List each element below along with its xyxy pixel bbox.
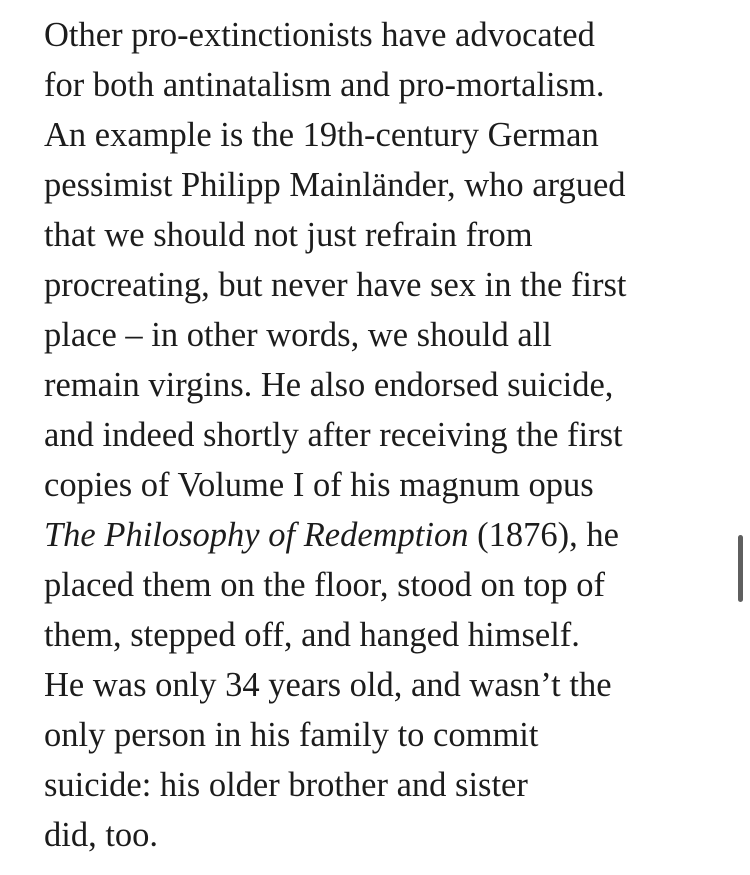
paragraph-line: copies of Volume I of his magnum opus <box>44 466 594 504</box>
paragraph-line: placed them on the floor, stood on top of <box>44 566 606 604</box>
paragraph-line: Other pro-extinctionists have advocated <box>44 16 595 54</box>
paragraph-line: procreating, but never have sex in the first <box>44 266 627 304</box>
article-paragraph <box>44 10 724 860</box>
book-title: The Philosophy of Redemption <box>44 516 469 554</box>
paragraph-line: An example is the 19th-century German <box>44 116 599 154</box>
publication-year-text: (1876), he <box>468 516 619 554</box>
paragraph-line: only person in his family to commit <box>44 716 539 754</box>
paragraph-line: them, stepped off, and hanged himself. <box>44 616 580 654</box>
paragraph-line: that we should not just refrain from <box>44 216 533 254</box>
paragraph-line: for both antinatalism and pro-mortalism. <box>44 66 605 104</box>
paragraph-line: remain virgins. He also endorsed suicide, <box>44 366 614 404</box>
scrollbar-thumb[interactable] <box>738 535 743 602</box>
paragraph-line: He was only 34 years old, and wasn’t the <box>44 666 612 704</box>
paragraph-line: pessimist Philipp Mainländer, who argued <box>44 166 626 204</box>
paragraph-line: place – in other words, we should all <box>44 316 552 354</box>
paragraph-line: suicide: his older brother and sister <box>44 766 528 804</box>
paragraph-line: and indeed shortly after receiving the first <box>44 416 623 454</box>
paragraph-line-with-title <box>44 510 724 560</box>
paragraph-line: did, too. <box>44 816 159 854</box>
